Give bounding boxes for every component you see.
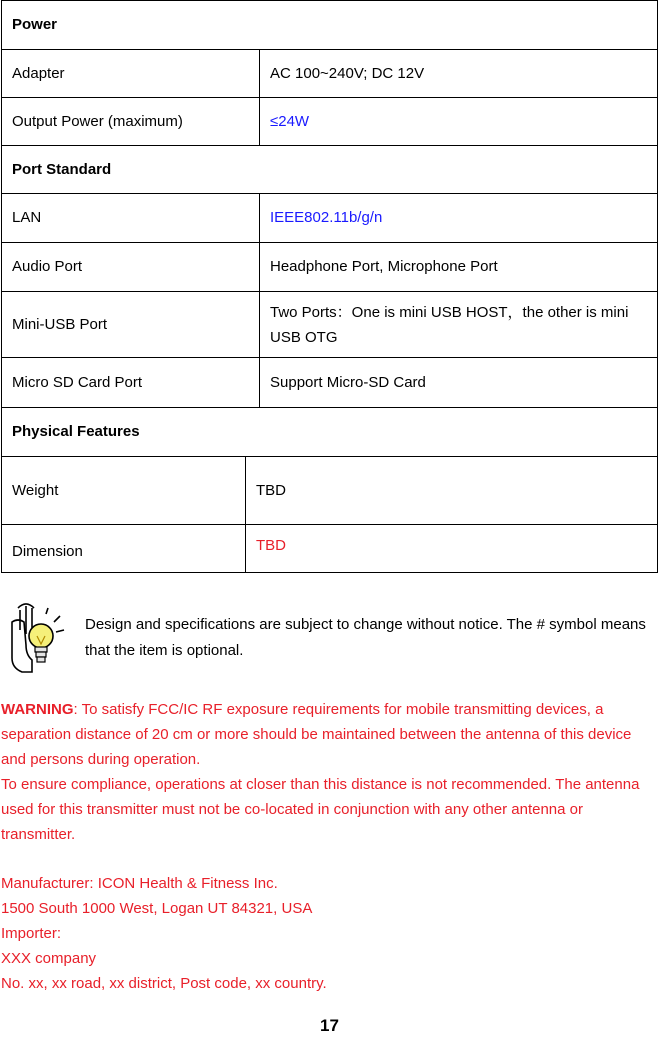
micro-sd-label: Micro SD Card Port xyxy=(2,358,260,408)
warning-paragraph xyxy=(1,697,659,772)
compliance-text: To ensure compliance, operations at closer than this distance is not recommended. The antenna used for this transmitter must not be co-located in conjunction with any other antenna or transmitter. xyxy=(1,776,640,843)
adapter-value: AC 100~240V; DC 12V xyxy=(260,50,658,98)
adapter-label: Adapter xyxy=(2,50,260,98)
importer-label: Importer: xyxy=(1,925,62,942)
spec-table xyxy=(1,0,658,573)
warning-text: : To satisfy FCC/IC RF exposure requirements for mobile transmitting devices, a separation distance of 20 cm or more should be maintained between the antenna of this device and persons during operation. xyxy=(1,701,632,768)
manufacturer-line: Manufacturer: ICON Health & Fitness Inc. xyxy=(1,875,278,892)
hand-lightbulb-icon xyxy=(2,600,74,681)
weight-value: TBD xyxy=(246,457,658,525)
section-physical-header: Physical Features xyxy=(2,408,658,457)
mini-usb-label: Mini-USB Port xyxy=(2,292,260,358)
note-block xyxy=(0,600,659,672)
warning-label: WARNING xyxy=(1,701,74,718)
audio-port-value: Headphone Port, Microphone Port xyxy=(260,243,658,292)
dimension-label: Dimension xyxy=(2,525,246,573)
lan-label: LAN xyxy=(2,194,260,243)
note-text: Design and specifications are subject to change without notice. The # symbol means that the item is optional. xyxy=(85,616,646,659)
warning-block xyxy=(1,697,659,996)
dimension-value: TBD xyxy=(246,525,658,573)
manufacturer-address: 1500 South 1000 West, Logan UT 84321, USA xyxy=(1,900,313,917)
output-power-value: ≤24W xyxy=(260,98,658,146)
importer-address: No. xx, xx road, xx district, Post code, xx country. xyxy=(1,975,327,992)
weight-label: Weight xyxy=(2,457,246,525)
page-number: 17 xyxy=(320,1016,339,1035)
importer-name: XXX company xyxy=(1,950,97,967)
mini-usb-value: Two Ports：One is mini USB HOST，the other is mini USB OTG xyxy=(260,292,658,358)
section-port-header: Port Standard xyxy=(2,146,658,194)
micro-sd-value: Support Micro-SD Card xyxy=(260,358,658,408)
lan-value: IEEE802.11b/g/n xyxy=(260,194,658,243)
output-power-label: Output Power (maximum) xyxy=(2,98,260,146)
audio-port-label: Audio Port xyxy=(2,243,260,292)
section-power-header: Power xyxy=(2,1,658,50)
